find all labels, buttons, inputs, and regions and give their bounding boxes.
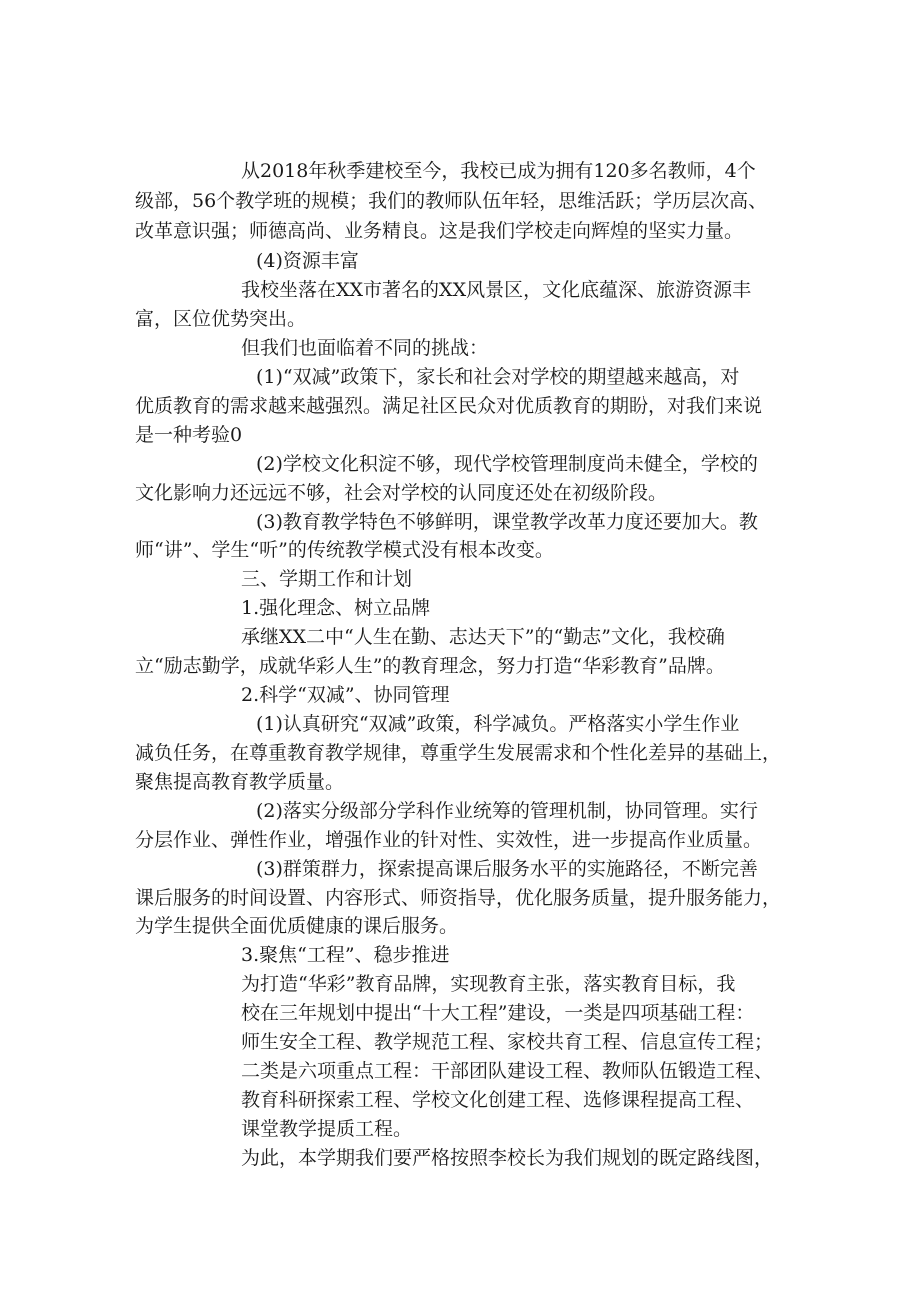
- text-line: 文化影响力还远远不够，社会对学校的认同度还处在初级阶段。: [135, 482, 668, 504]
- text-line: (2)学校文化积淀不够，现代学校管理制度尚未健全，学校的: [256, 453, 758, 475]
- subheading: 2.科学“双减”、协同管理: [241, 684, 450, 706]
- subheading: 3.聚焦“工程”、稳步推进: [241, 944, 450, 966]
- text-line: 是一种考验0: [135, 424, 243, 446]
- subheading: (4)资源丰富: [256, 250, 359, 272]
- text-line: 但我们也面临着不同的挑战：: [241, 337, 489, 359]
- section-heading: 三、学期工作和计划: [241, 568, 413, 590]
- text-line: (2)落实分级部分学科作业统筹的管理机制，协同管理。实行: [256, 800, 758, 822]
- subheading: 1.强化理念、树立品牌: [241, 597, 431, 619]
- text-line: (1)认真研究“双减”政策，科学减负。严格落实小学生作业: [256, 713, 740, 735]
- text-line: 分层作业、弹性作业，增强作业的针对性、实效性，进一步提高作业质量。: [135, 829, 763, 851]
- text-line: 富，区位优势突出。: [135, 308, 307, 330]
- text-line: 从2018年秋季建校至今，我校已成为拥有120多名教师，4个: [241, 160, 756, 182]
- text-line: 减负任务，在尊重教育教学规律，尊重学生发展需求和个性化差异的基础上，: [135, 742, 782, 764]
- text-line: 二类是六项重点工程：干部团队建设工程、教师队伍锻造工程、: [241, 1060, 774, 1082]
- text-line: 承继XX二中“人生在勤、志达天下”的“勤志”文化，我校确: [241, 626, 725, 648]
- text-line: 教育科研探索工程、学校文化创建工程、选修课程提高工程、: [241, 1089, 755, 1111]
- text-line: 我校坐落在XX市著名的XX风景区，文化底蕴深、旅游资源丰: [241, 279, 752, 301]
- text-line: 师生安全工程、教学规范工程、家校共育工程、信息宣传工程；: [241, 1031, 774, 1053]
- text-line: 立“励志勤学，成就华彩人生”的教育理念，努力打造“华彩教育”品牌。: [135, 655, 725, 677]
- text-line: (3)教育教学特色不够鲜明，课堂教学改革力度还要加大。教: [256, 511, 758, 533]
- text-line: 改革意识强；师德高尚、业务精良。这是我们学校走向辉煌的坚实力量。: [135, 220, 744, 242]
- text-line: 优质教育的需求越来越强烈。满足社区民众对优质教育的期盼，对我们来说: [135, 395, 763, 417]
- text-line: (1)“双减”政策下，家长和社会对学校的期望越来越高，对: [256, 366, 740, 388]
- text-line: 师“讲”、学生“听”的传统教学模式没有根本改变。: [135, 539, 554, 561]
- text-line: 为学生提供全面优质健康的课后服务。: [135, 915, 459, 937]
- text-line: 为此，本学期我们要严格按照李校长为我们规划的既定路线图，: [241, 1147, 774, 1169]
- text-line: 级部，56个教学班的规模；我们的教师队伍年轻，思维活跃；学历层次高、: [135, 190, 768, 212]
- text-line: 课堂教学提质工程。: [241, 1118, 413, 1140]
- text-line: 为打造“华彩”教育品牌，实现教育主张，落实教育目标，我: [241, 973, 736, 995]
- text-line: 聚焦提高教育教学质量。: [135, 771, 345, 793]
- text-line: (3)群策群力，探索提高课后服务水平的实施路径，不断完善: [256, 858, 758, 880]
- text-line: 校在三年规划中提出“十大工程”建设，一类是四项基础工程：: [241, 1002, 755, 1024]
- text-line: 课后服务的时间设置、内容形式、师资指导，优化服务质量，提升服务能力，: [135, 887, 782, 909]
